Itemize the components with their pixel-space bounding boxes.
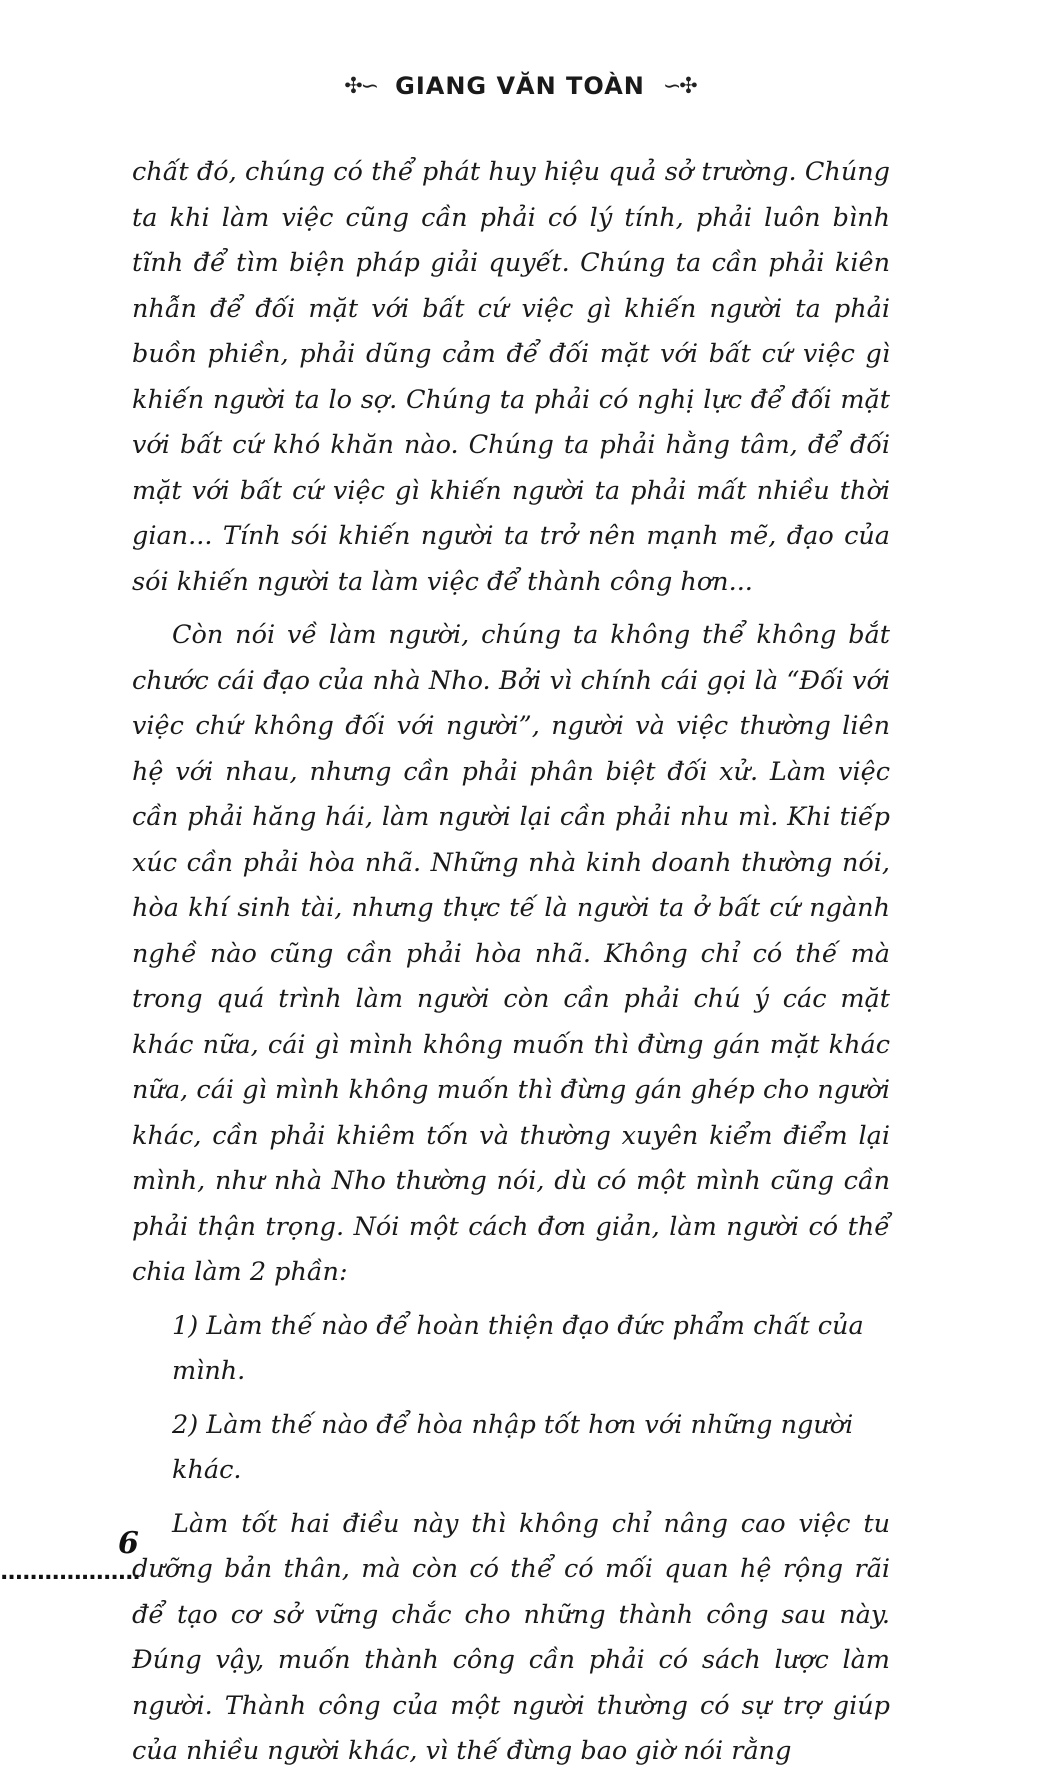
running-header (0, 72, 1040, 100)
paragraph-2: Còn nói về làm người, chúng ta không thể không bắt chước cái đạo của nhà Nho. Bởi vì chính cái gọi là “Đối với việc chứ không đối với người”, người và việc thường liên hệ với nhau, nhưng cần phải phân biệt đối xử. Làm việc cần phải hăng hái, làm người lại cần phải nhu mì. Khi tiếp xúc cần phải hòa nhã. Những nhà kinh doanh thường nói, hòa khí sinh tài, nhưng thực tế là người ta ở bất cứ ngành nghề nào cũng cần phải hòa nhã. Không chỉ có thế mà trong quá trình làm người còn cần phải chú ý các mặt khác nữa, cái gì mình không muốn thì đừng gán mặt khác nữa, cái gì mình không muốn thì đừng gán ghép cho người khác, cần phải khiêm tốn và thường xuyên kiểm điểm lại mình, như nhà Nho thường nói, dù có một mình cũng cần phải thận trọng. Nói một cách đơn giản, làm người có thể chia làm 2 phần: (132, 620, 890, 1287)
paragraph-3: Làm tốt hai điều này thì không chỉ nâng cao việc tu dưỡng bản thân, mà còn có thể có mối quan hệ rộng rãi để tạo cơ sở vững chắc cho những thành công sau này. Đúng vậy, muốn thành công cần phải có sách lược làm người. Thành công của một người thường có sự trợ giúp của nhiều người khác, vì thế đừng bao giờ nói rằng (132, 1508, 890, 1766)
ornament-right-icon: ∽✣ (662, 73, 696, 99)
body-text (132, 150, 890, 1783)
header-title: GIANG VĂN TOÀN (395, 72, 645, 100)
list-item-2: 2) Làm thế nào để hòa nhập tốt hơn với những người khác. (172, 1409, 854, 1485)
footer-dots: ................... (0, 1560, 140, 1585)
page-number: 6 (118, 1526, 139, 1561)
paragraph-1: chất đó, chúng có thể phát huy hiệu quả sở trường. Chúng ta khi làm việc cũng cần phải có lý tính, phải luôn bình tĩnh để tìm biện pháp giải quyết. Chúng ta cần phải kiên nhẫn để đối mặt với bất cứ việc gì khiến người ta phải buồn phiền, phải dũng cảm để đối mặt với bất cứ việc gì khiến người ta lo sợ. Chúng ta phải có nghị lực để đối mặt với bất cứ khó khăn nào. Chúng ta phải hằng tâm, để đối mặt với bất cứ việc gì khiến người ta phải mất nhiều thời gian... Tính sói khiến người ta trở nên mạnh mẽ, đạo của sói khiến người ta làm việc để thành công hơn... (132, 157, 890, 597)
ornament-left-icon: ✣∽ (344, 73, 378, 99)
list-item-1: 1) Làm thế nào để hoàn thiện đạo đức phẩm chất của mình. (172, 1310, 864, 1386)
